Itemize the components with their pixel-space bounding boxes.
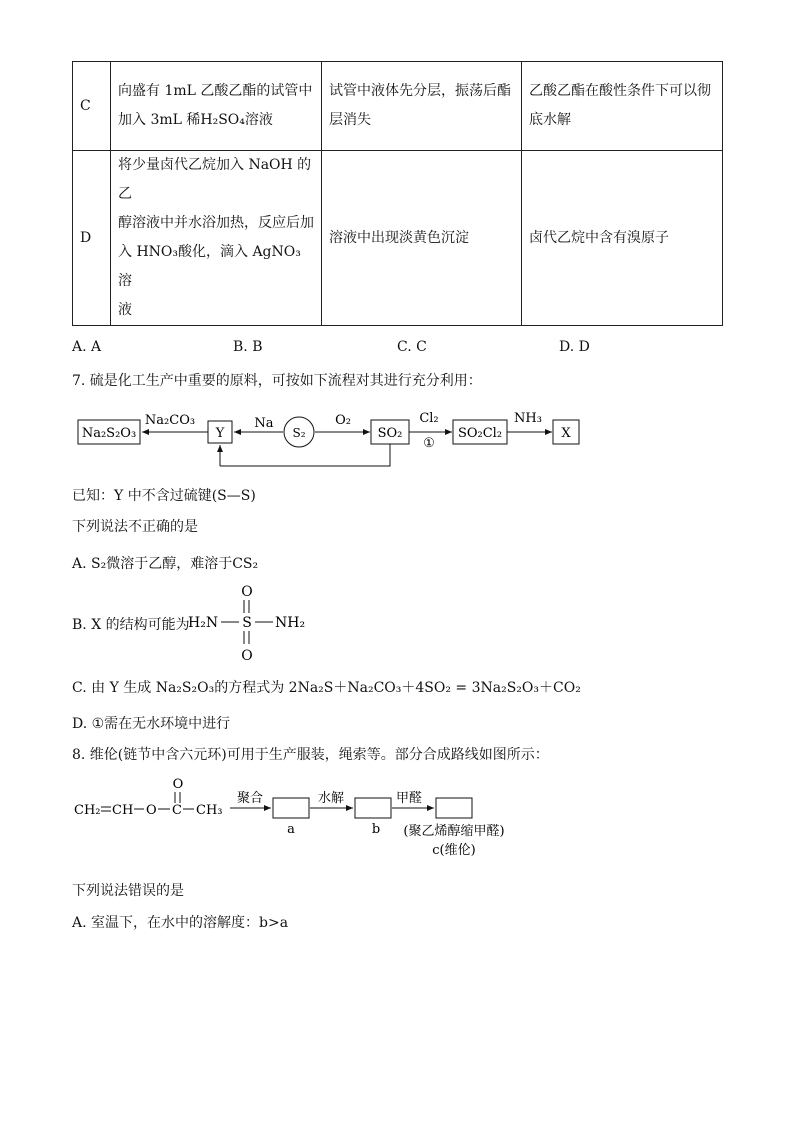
top-oxygen: O — [241, 584, 253, 600]
label-c-name: (聚乙烯醇缩甲醛) — [403, 824, 505, 839]
conclusion-cell: 卤代乙烷中含有溴原子 — [522, 151, 723, 326]
option-a[interactable]: A. A — [72, 339, 102, 355]
nh3-label: NH₃ — [514, 411, 542, 426]
option-b[interactable]: B. B — [233, 339, 263, 355]
y-label: Y — [215, 426, 225, 441]
phenomenon-cell: 试管中液体先分层，振荡后酯 层消失 — [322, 62, 522, 151]
option-d[interactable]: D. D — [559, 339, 590, 355]
x-label: X — [561, 426, 571, 441]
operation-cell: 向盛有 1mL 乙酸乙酯的试管中 加入 3mL 稀H₂SO₄溶液 — [111, 62, 322, 151]
q7-flowchart — [70, 400, 590, 470]
o2-label: O₂ — [335, 413, 351, 428]
q8-option-a[interactable]: A. 室温下，在水中的溶解度：b>a — [72, 915, 289, 931]
carbonyl-carbon: C — [172, 803, 182, 818]
phenomenon-cell: 溶液中出现淡黄色沉淀 — [322, 151, 522, 326]
step-polymerize: 聚合 — [236, 791, 264, 806]
row-letter: C — [73, 62, 111, 151]
sulfur-atom: S — [242, 615, 252, 631]
q8-stem: 8. 维伦(链节中含六元环)可用于生产服装，绳索等。部分合成路线如图所示： — [72, 747, 549, 763]
box-c — [436, 798, 472, 818]
conclusion-cell: 乙酸乙酯在酸性条件下可以彻 底水解 — [522, 62, 723, 151]
right-amine: NH₂ — [275, 615, 306, 631]
ch-group: CH — [112, 803, 134, 818]
q7-option-a[interactable]: A. S₂微溶于乙醇，难溶于CS₂ — [72, 556, 259, 572]
operation-cell: 将少量卤代乙烷加入 NaOH 的乙 醇溶液中并水浴加热，反应后加 入 HNO₃酸化，滴入 AgNO₃溶 液 — [111, 151, 322, 326]
label-c: c(维伦) — [432, 843, 476, 858]
step1-marker: ① — [423, 436, 435, 451]
methyl-group: CH₃ — [196, 803, 223, 818]
box-a — [273, 798, 309, 818]
na-label: Na — [254, 416, 274, 431]
label-a: a — [287, 822, 295, 837]
q7-stem: 7. 硫是化工生产中重要的原料，可按如下流程对其进行充分利用： — [72, 373, 482, 389]
ester-oxygen: O — [146, 803, 157, 818]
table-row — [73, 151, 723, 326]
left-amine: H₂N — [188, 615, 219, 631]
q6-options — [72, 339, 722, 359]
step-formaldehyde: 甲醛 — [395, 791, 423, 806]
q7-prompt: 下列说法不正确的是 — [72, 519, 198, 535]
na2co3-label: Na₂CO₃ — [144, 413, 196, 428]
so2cl2-label: SO₂Cl₂ — [457, 426, 503, 441]
so2-label: SO₂ — [377, 426, 403, 441]
loop-line — [220, 444, 390, 466]
q8-prompt: 下列说法错误的是 — [72, 883, 184, 899]
carbonyl-oxygen: O — [172, 777, 184, 792]
experiment-table — [72, 61, 723, 326]
bottom-oxygen: O — [241, 648, 253, 664]
ch2-group: CH₂ — [74, 803, 101, 818]
q7-option-c[interactable]: C. 由 Y 生成 Na₂S₂O₃的方程式为 2Na₂S＋Na₂CO₃＋4SO₂ = 3Na₂S₂O₃＋CO₂ — [72, 680, 581, 696]
q7-option-d[interactable]: D. ①需在无水环境中进行 — [72, 716, 231, 732]
step-hydrolyze: 水解 — [317, 791, 345, 806]
q7-option-b-prefix[interactable]: B. X 的结构可能为 — [72, 617, 190, 633]
table-row — [73, 62, 723, 151]
q7-known: 已知：Y 中不含过硫键(S—S) — [72, 488, 256, 504]
label-b: b — [371, 822, 381, 837]
row-letter: D — [73, 151, 111, 326]
na2s2o3-label: Na₂S₂O₃ — [81, 426, 137, 441]
s2-label: S₂ — [292, 426, 306, 440]
option-c[interactable]: C. C — [397, 339, 427, 355]
box-b — [355, 798, 391, 818]
q8-synthesis-route — [70, 772, 540, 862]
cl2-label: Cl₂ — [419, 411, 439, 426]
sulfamide-structure — [185, 580, 315, 666]
